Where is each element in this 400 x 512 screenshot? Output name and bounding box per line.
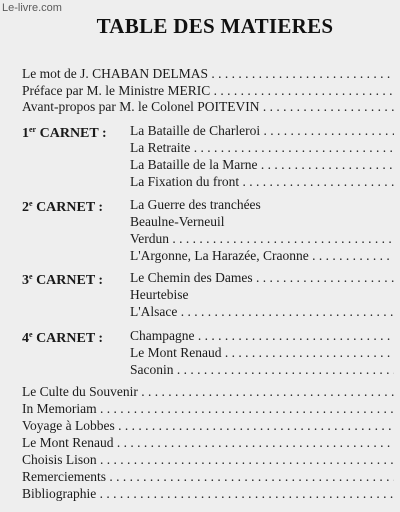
page-title: TABLE DES MATIERES [96,14,334,38]
carnet-heading: 4e CARNET : [22,330,104,346]
toc-entry: La Bataille de la Marne . . . [130,157,394,172]
toc-entry: Choisis Lison . . . [22,452,394,467]
toc-entry: La Guerre des tranchées [130,197,261,212]
toc-entry: Préface par M. le Ministre MERIC . . . [22,83,394,98]
toc-entry: Heurtebise [130,287,189,302]
toc-entry: Verdun . . . [130,231,394,246]
toc-entry: L'Alsace . . . [130,304,394,319]
toc-entry: La Retraite . . . [130,140,394,155]
toc-entry: Beaulne-Verneuil [130,214,225,229]
toc-entry: Voyage à Lobbes . . . [22,418,394,433]
toc-entry: Le Mont Renaud . . . [22,435,394,450]
toc-entry: La Fixation du front . . . [130,174,394,189]
carnet-heading: 2e CARNET : [22,199,104,215]
toc-entry: Bibliographie . . . [22,486,394,501]
site-watermark: Le-livre.com [2,2,62,14]
toc-entry: Avant-propos par M. le Colonel POITEVIN . . . [22,99,394,114]
carnet-heading: 1er CARNET : [22,125,107,141]
toc-entry: In Memoriam . . . [22,401,394,416]
toc-entry: Le mot de J. CHABAN DELMAS . . . [22,66,394,81]
toc-entry: La Bataille de Charleroi . . . [130,123,394,138]
toc-entry: Champagne . . . [130,328,394,343]
toc-entry: Saconin . . . [130,362,394,377]
toc-entry: Le Mont Renaud . . . [130,345,394,360]
toc-entry: Le Chemin des Dames . . . [130,270,394,285]
carnet-heading: 3e CARNET : [22,272,104,288]
toc-entry: L'Argonne, La Harazée, Craonne . . . [130,248,394,263]
toc-entry: Remerciements . . . [22,469,394,484]
toc-entry: Le Culte du Souvenir . . . [22,384,394,399]
